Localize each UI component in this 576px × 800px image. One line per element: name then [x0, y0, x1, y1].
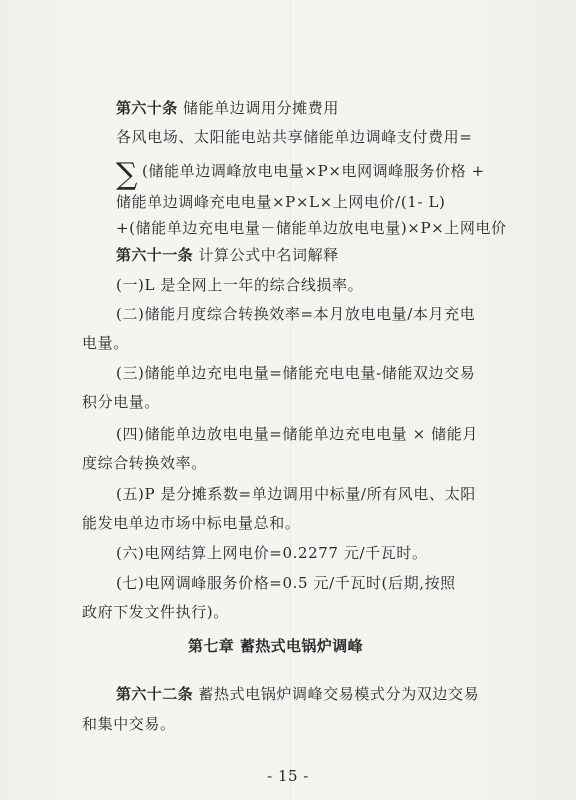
article-61-title: 第六十一条 [116, 246, 194, 264]
article-61-item-4a: (四)储能单边放电电量=储能单边充电电量 × 储能月 [116, 425, 478, 443]
article-61-item-4b: 度综合转换效率。 [82, 454, 207, 472]
article-61-item-3a: (三)储能单边充电电量=储能充电电量-储能双边交易 [116, 364, 476, 382]
article-61-heading: 计算公式中名词解释 [198, 246, 339, 264]
article-62-line-2: 和集中交易。 [82, 715, 176, 733]
article-61-item-7b: 政府下发文件执行)。 [82, 603, 229, 621]
article-60-line-2: (储能单边调峰放电电量×P×电网调峰服务价格 + [142, 162, 485, 180]
article-62-line-1 [116, 684, 479, 704]
chapter-7-title: 第七章 蓄热式电锅炉调峰 [188, 637, 364, 655]
article-60-line-3: 储能单边调峰充电电量×P×L×上网电价/(1- L) [116, 193, 446, 211]
article-62-title: 第六十二条 [116, 685, 194, 703]
article-61-item-6: (六)电网结算上网电价=0.2277 元/千瓦时。 [116, 544, 428, 562]
summation-symbol: ∑ [116, 157, 138, 192]
article-61-item-5b: 能发电单边市场中标电量总和。 [82, 514, 301, 532]
article-61-heading-line [116, 245, 339, 265]
scan-fold-line [290, 0, 291, 800]
article-60-line-4: +(储能单边充电电量－储能单边放电电量)×P×上网电价 [116, 219, 507, 237]
article-61-item-2a: (二)储能月度综合转换效率=本月放电电量/本月充电 [116, 305, 476, 323]
page-number: - 15 - [267, 767, 309, 785]
article-60-line-1: 各风电场、太阳能电站共享储能单边调峰支付费用= [116, 128, 473, 146]
article-60-heading: 储能单边调用分摊费用 [182, 99, 339, 117]
article-61-item-3b: 积分电量。 [82, 393, 161, 411]
article-60-heading-line [116, 98, 339, 118]
article-61-item-2b: 电量。 [82, 334, 129, 352]
article-62-text-1: 蓄热式电锅炉调峰交易模式分为双边交易 [198, 685, 480, 703]
article-61-item-1: (一)L 是全网上一年的综合线损率。 [116, 276, 364, 294]
article-61-item-7a: (七)电网调峰服务价格=0.5 元/千瓦时(后期,按照 [116, 574, 456, 592]
article-61-item-5a: (五)P 是分摊系数=单边调用中标量/所有风电、太阳 [116, 485, 476, 503]
article-60-title: 第六十条 [116, 99, 178, 117]
